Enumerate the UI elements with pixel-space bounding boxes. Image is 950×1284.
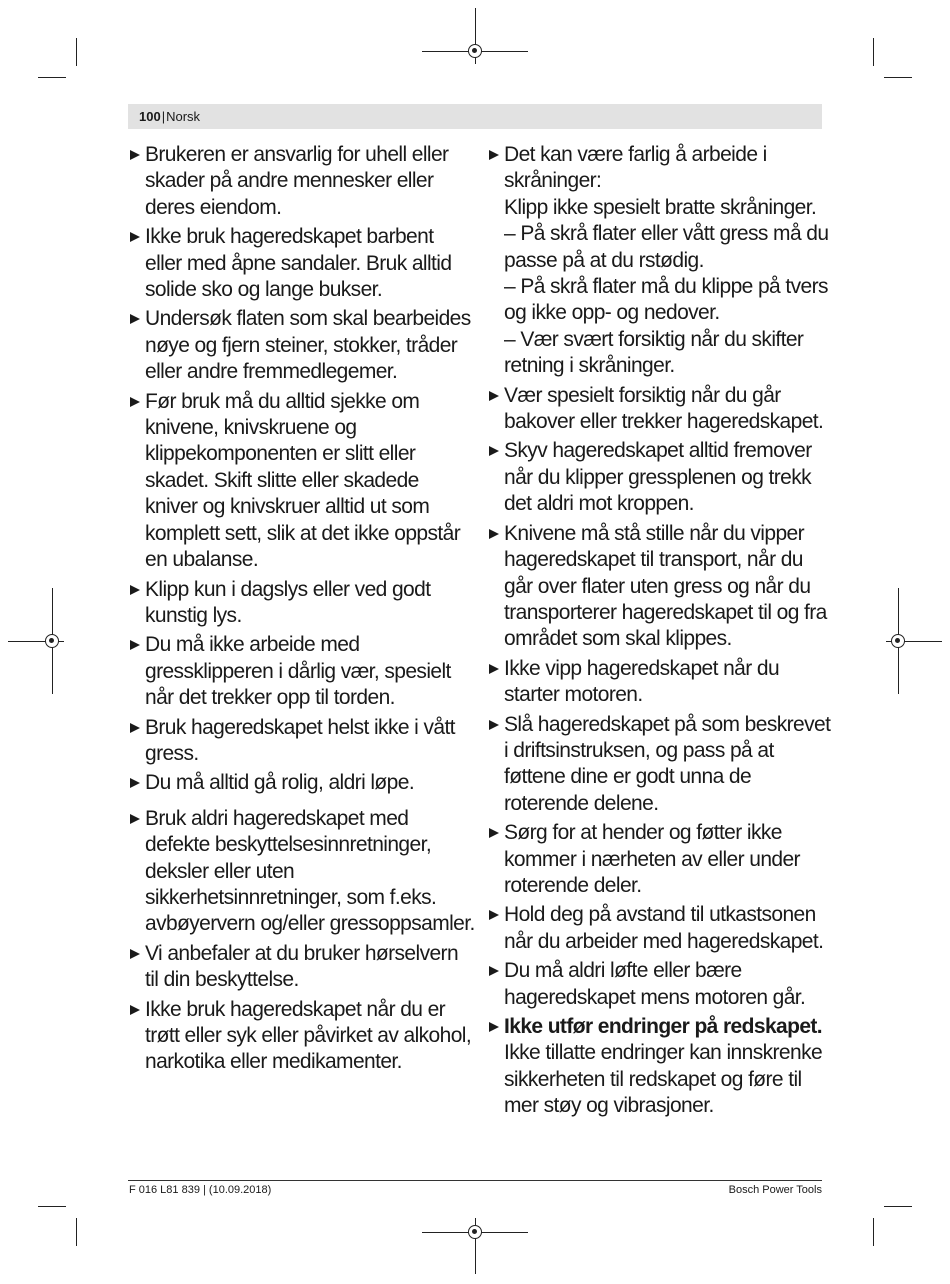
slopes-intro: Det kan være farlig å arbeide i skråninger: [504, 143, 767, 193]
list-item-text: Vi anbefaler at du bruker hørselvern til din beskyttelse. [145, 941, 459, 992]
slopes-line: – På skrå flater eller vått gress må du passe på at du rstødig. [504, 222, 829, 272]
bullet-triangle-icon [489, 966, 499, 976]
crop-mark [38, 77, 66, 78]
list-item-text: Vær spesielt forsiktig når du går bakover eller trekker hageredskapet. [504, 383, 824, 434]
list-item [489, 383, 832, 436]
header-language: Norsk [166, 109, 201, 124]
page-header [139, 108, 200, 125]
modifications-text: Ikke tillatte endringer kan innskrenke sikkerheten til redskapet og føre til mer støy og vibrasjoner. [504, 1041, 823, 1118]
list-item [130, 224, 475, 303]
list-item [489, 521, 832, 653]
slopes-line: – Vær svært forsiktig når du skifter retning i skråninger. [504, 327, 804, 378]
list-item-text: Skyv hageredskapet alltid fremover når du klipper gressplenen og trekk det aldri mot kroppen. [504, 439, 812, 516]
list-item-text: Ikke vipp hageredskapet når du starter motoren. [504, 656, 780, 707]
list-item-text: Du må ikke arbeide med gressklipperen i dårlig vær, spesielt når det trekker opp til torden. [145, 633, 451, 710]
list-item-text: Slå hageredskapet på som beskrevet i driftsinstruksen, og pass på at føttene dine er godt unna de roterende delene. [504, 712, 831, 815]
list-item [130, 306, 475, 385]
bullet-triangle-icon [130, 232, 140, 242]
list-item [489, 438, 832, 517]
bullet-triangle-icon [489, 446, 499, 456]
crop-mark [884, 1206, 912, 1207]
bullet-triangle-icon [130, 585, 140, 595]
page-header-bar [128, 104, 822, 129]
bullet-triangle-icon [489, 720, 499, 730]
list-item-text: Ikke bruk hageredskapet når du er trøtt eller syk eller påvirket av alkohol, narkotika eller medikamenter. [145, 997, 472, 1074]
bullet-triangle-icon [489, 664, 499, 674]
crop-mark [38, 1206, 66, 1207]
crop-mark [76, 38, 77, 66]
list-item-text: Bruk aldri hageredskapet med defekte beskyttelsesinnretninger, deksler eller uten sikkerhetsinnretninger, som f.eks. avbøyervern og/eller gressoppsamler. [145, 806, 475, 936]
bullet-triangle-icon [130, 397, 140, 407]
registration-mark-icon [468, 44, 482, 58]
slopes-line: Klipp ikke spesielt bratte skråninger. [504, 195, 817, 219]
bullet-triangle-icon [130, 150, 140, 160]
bullet-triangle-icon [130, 314, 140, 324]
left-column [130, 142, 475, 1079]
bullet-triangle-icon [130, 814, 140, 824]
bullet-triangle-icon [489, 391, 499, 401]
list-item-text: Undersøk flaten som skal bearbeides nøye og fjern steiner, stokker, tråder eller andre fremmedlegemer. [145, 307, 471, 384]
bullet-triangle-icon [489, 1022, 499, 1032]
list-item-text: Du må alltid gå rolig, aldri løpe. [145, 771, 415, 795]
footer-rule [128, 1180, 822, 1181]
list-item [130, 806, 475, 938]
list-item [130, 142, 475, 221]
footer-brand: Bosch Power Tools [728, 1184, 822, 1196]
list-item-text: Klipp kun i dagslys eller ved godt kunstig lys. [145, 577, 431, 627]
list-item [489, 656, 832, 709]
bullet-triangle-icon [130, 778, 140, 788]
bullet-triangle-icon [130, 640, 140, 650]
list-item-text: Bruk hageredskapet helst ikke i vått gress. [145, 715, 455, 765]
list-item [130, 997, 475, 1076]
list-item [130, 715, 475, 768]
bullet-triangle-icon [489, 529, 499, 539]
crop-mark [884, 77, 912, 78]
list-item-text: Du må aldri løfte eller bære hageredskapet mens motoren går. [504, 959, 806, 1009]
slopes-line: – På skrå flater må du klippe på tvers og ikke opp- og nedover. [504, 275, 828, 325]
list-item-text: Knivene må stå stille når du vipper hageredskapet til transport, når du går over flater uten gress og når du transporterer hageredskapet til og fra området som skal klippes. [504, 521, 827, 651]
registration-mark-icon [891, 634, 905, 648]
list-item [130, 632, 475, 711]
list-item-text: Brukeren er ansvarlig for uhell eller skader på andre mennesker eller deres eiendom. [145, 143, 449, 219]
registration-mark-icon [468, 1225, 482, 1239]
bullet-triangle-icon [130, 723, 140, 733]
bullet-triangle-icon [489, 910, 499, 920]
list-item-text: Sørg for at hender og føtter ikke kommer i nærheten av eller under roterende deler. [504, 821, 800, 897]
list-item-text: Ikke bruk hageredskapet barbent eller med åpne sandaler. Bruk alltid solide sko og lange bukser. [145, 225, 452, 302]
list-item-text: Før bruk må du alltid sjekke om knivene, knivskruene og klippekomponenten er slitt eller skadet. Skift slitte eller skadede kniver og knivskruer alltid ut som komplett sett, slik at det ikke oppstår en ubalanse. [145, 389, 461, 572]
page-number: 100 [139, 109, 161, 124]
registration-mark-icon [45, 634, 59, 648]
list-item [489, 712, 832, 818]
bullet-triangle-icon [130, 949, 140, 959]
list-item [489, 902, 832, 955]
list-item [130, 389, 475, 574]
crop-mark [76, 1218, 77, 1246]
bullet-triangle-icon [489, 828, 499, 838]
header-separator: | [161, 109, 166, 124]
list-item [130, 941, 475, 994]
crop-mark [873, 1218, 874, 1246]
footer-document-id: F 016 L81 839 | (10.09.2018) [129, 1184, 272, 1196]
list-item [130, 577, 475, 630]
bullet-triangle-icon [489, 150, 499, 160]
list-item-text: Hold deg på avstand til utkastsonen når du arbeider med hageredskapet. [504, 903, 824, 953]
list-item-slopes [489, 142, 832, 380]
list-item-modifications [489, 1014, 832, 1120]
list-item [489, 958, 832, 1011]
list-item [489, 820, 832, 899]
modifications-heading: Ikke utfør endringer på redskapet. [504, 1015, 823, 1038]
list-item [130, 770, 475, 796]
crop-mark [873, 38, 874, 66]
bullet-triangle-icon [130, 1005, 140, 1015]
right-column [489, 142, 832, 1123]
